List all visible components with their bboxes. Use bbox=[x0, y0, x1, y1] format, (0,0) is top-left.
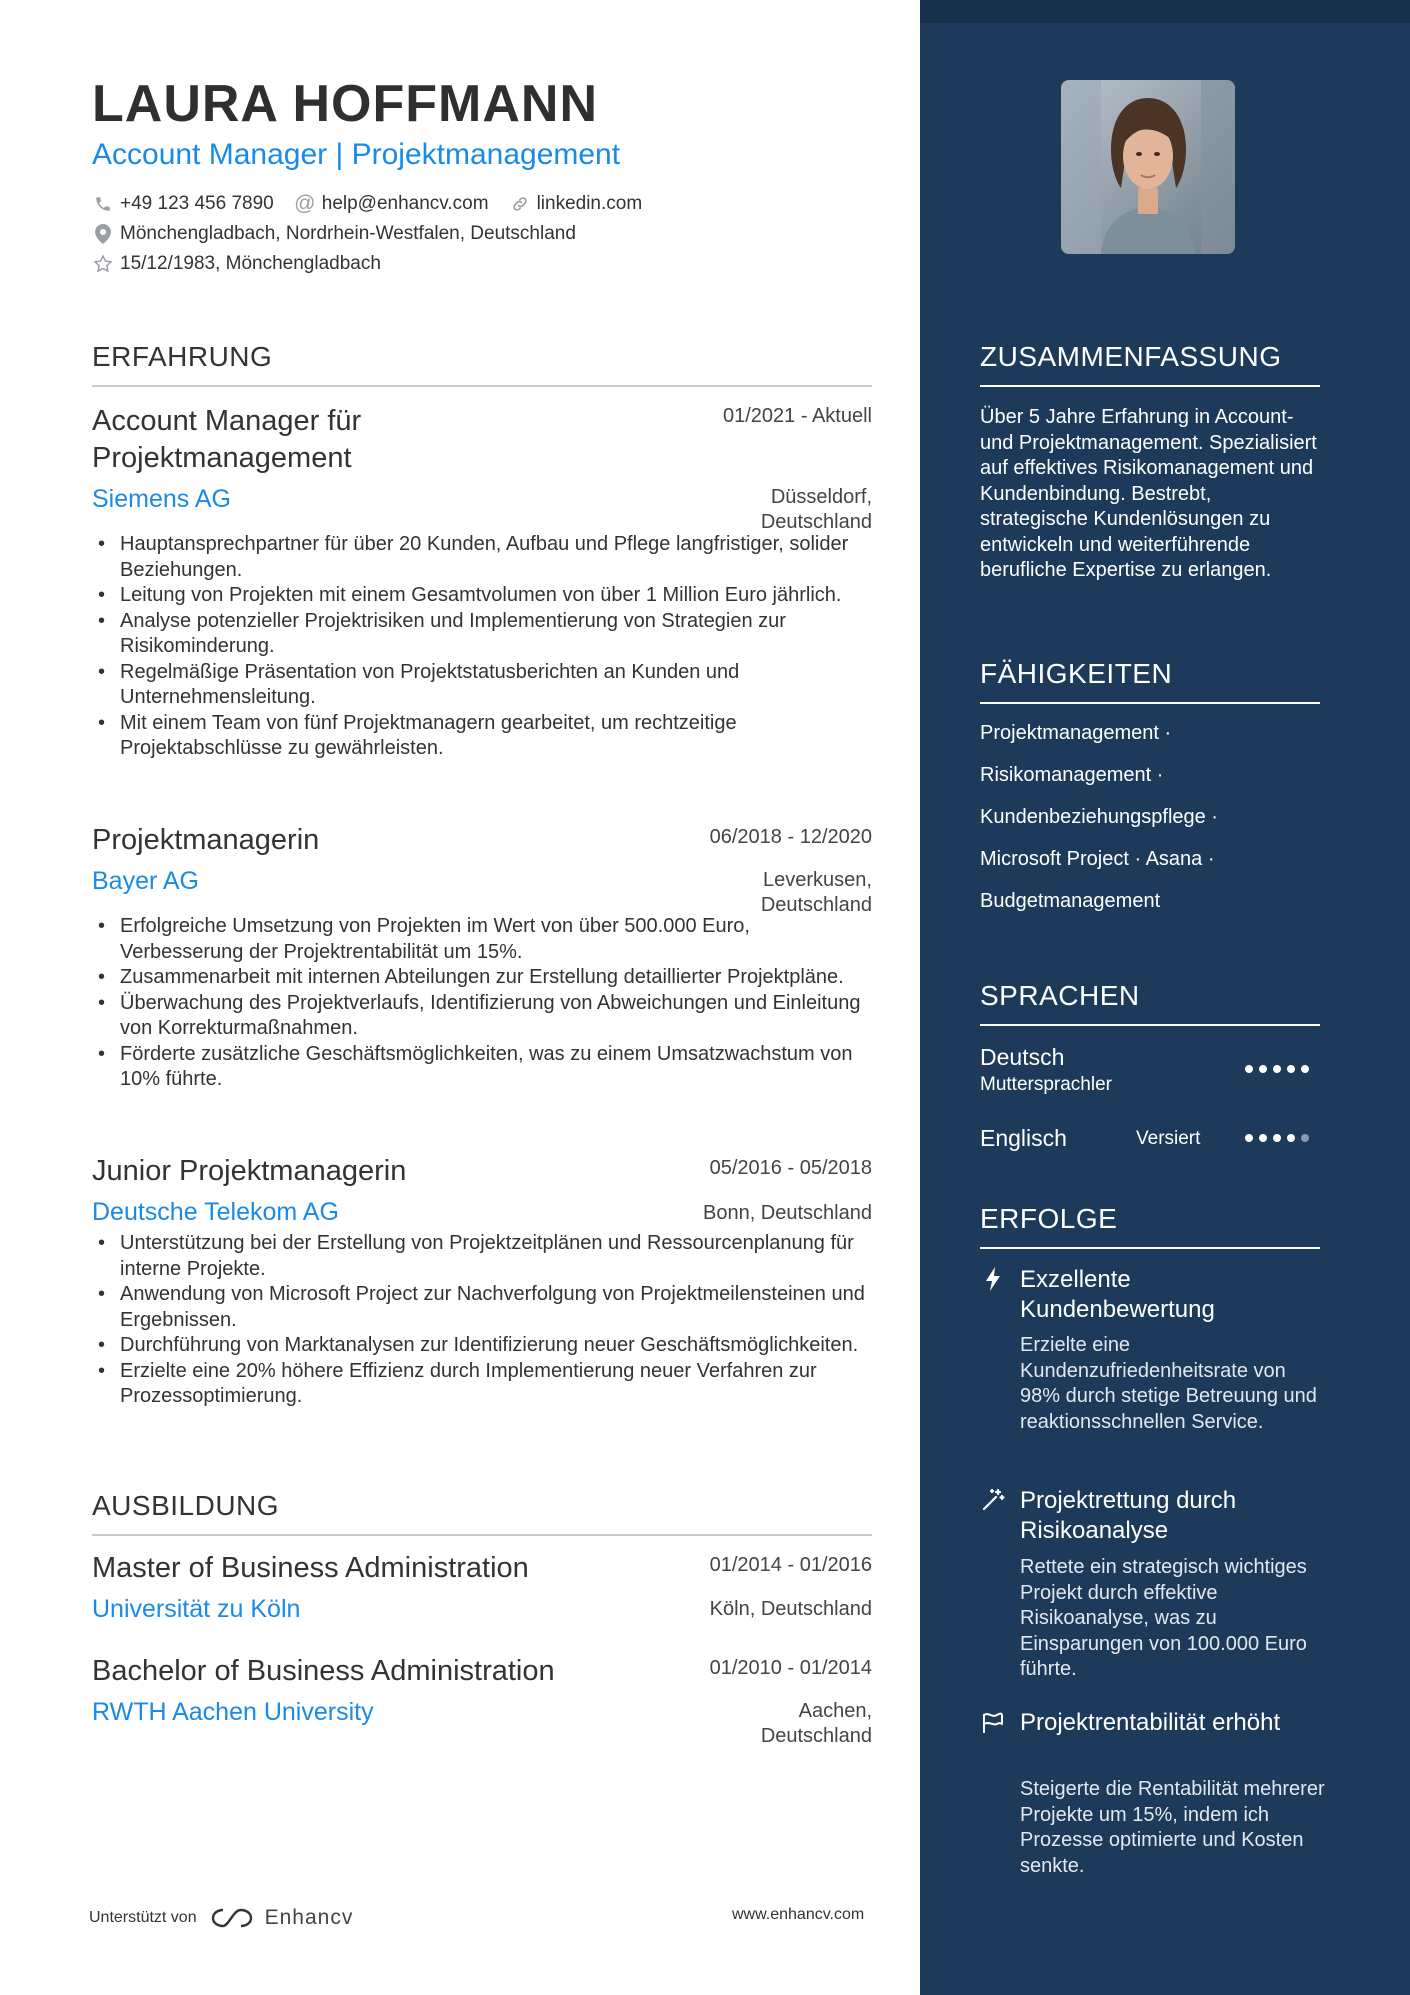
magic-wand-icon bbox=[980, 1487, 1006, 1513]
location-text: Mönchengladbach, Nordrhein-Westfalen, Deutschland bbox=[120, 223, 576, 244]
job-title: Junior Projektmanagerin bbox=[92, 1155, 407, 1187]
skills-heading: FÄHIGKEITEN bbox=[980, 658, 1320, 704]
job-entry bbox=[92, 1153, 872, 1410]
bullet: • Zusammenarbeit mit internen Abteilungen zur Erstellung detaillierter Projektpläne. bbox=[92, 965, 872, 991]
rating-dot bbox=[1245, 1065, 1253, 1073]
footer-url[interactable]: www.enhancv.com bbox=[732, 1906, 865, 1923]
brand-text: Enhancv bbox=[264, 1906, 354, 1929]
job-company[interactable]: Siemens AG bbox=[92, 485, 231, 513]
rating-dot bbox=[1273, 1065, 1281, 1073]
job-location: Bonn, Deutschland bbox=[702, 1202, 872, 1224]
job-location: Düsseldorf, Deutschland bbox=[760, 486, 872, 533]
degree: Master of Business Administration bbox=[92, 1552, 529, 1584]
bullet: • Leitung von Projekten mit einem Gesamtvolumen von über 1 Million Euro jährlich. bbox=[92, 583, 872, 609]
education-entry bbox=[92, 1550, 872, 1624]
language-level: Versiert bbox=[1136, 1128, 1201, 1149]
bullet: • Erfolgreiche Umsetzung von Projekten im Wert von über 500.000 Euro, Verbesserung der Projektrentabilität um 15%. bbox=[92, 914, 872, 965]
job-date: 05/2016 - 05/2018 bbox=[709, 1157, 872, 1179]
skill-item: Projektmanagement · bbox=[980, 722, 1172, 744]
rating-dot bbox=[1287, 1134, 1295, 1142]
phone-text: +49 123 456 7890 bbox=[120, 193, 274, 214]
school[interactable]: Universität zu Köln bbox=[92, 1595, 301, 1623]
language-name: Englisch bbox=[980, 1125, 1067, 1151]
language-name: Deutsch bbox=[980, 1044, 1065, 1070]
language-level: Muttersprachler bbox=[980, 1074, 1112, 1095]
at-icon: @ bbox=[294, 192, 316, 215]
star-icon bbox=[92, 253, 114, 275]
rating-dot bbox=[1301, 1134, 1309, 1142]
candidate-title: Account Manager | Projektmanagement bbox=[92, 138, 621, 171]
birth-text: 15/12/1983, Mönchengladbach bbox=[120, 253, 381, 274]
flag-icon bbox=[980, 1710, 1006, 1736]
contact-row-2 bbox=[92, 223, 576, 245]
summary-heading: ZUSAMMENFASSUNG bbox=[980, 341, 1320, 387]
skill-item: Kundenbeziehungspflege · bbox=[980, 806, 1218, 828]
phone[interactable] bbox=[92, 193, 274, 215]
bullet: • Unterstützung bei der Erstellung von Projektzeitplänen und Ressourcenplanung für interne Projekte. bbox=[92, 1231, 872, 1282]
education-location: Aachen, Deutschland bbox=[760, 1700, 872, 1747]
job-bullets bbox=[92, 532, 872, 762]
profile-photo bbox=[1061, 80, 1235, 254]
achievement-text: Steigerte die Rentabilität mehrerer Projekte um 15%, indem ich Prozesse optimierte und Kosten senkte. bbox=[1020, 1778, 1325, 1877]
job-title: Account Manager für Projektmanagement bbox=[92, 405, 362, 474]
bullet: • Regelmäßige Präsentation von Projektstatusberichten an Kunden und Unternehmensleitung. bbox=[92, 660, 872, 711]
achievement-title: Projektrettung durch Risikoanalyse bbox=[1020, 1487, 1237, 1544]
language-rating bbox=[1245, 1134, 1315, 1142]
job-entry bbox=[92, 822, 872, 1093]
phone-icon bbox=[92, 193, 114, 215]
bullet: • Hauptansprechpartner für über 20 Kunden, Aufbau und Pflege langfristiger, solider Beziehungen. bbox=[92, 532, 872, 583]
linkedin-text: linkedin.com bbox=[536, 193, 643, 214]
job-date: 01/2021 - Aktuell bbox=[723, 405, 872, 427]
bullet: • Anwendung von Microsoft Project zur Nachverfolgung von Projektmeilensteinen und Ergebnissen. bbox=[92, 1282, 872, 1333]
degree: Bachelor of Business Administration bbox=[92, 1655, 555, 1687]
contact-row-1 bbox=[92, 193, 662, 215]
job-location: Leverkusen, Deutschland bbox=[760, 869, 872, 916]
linkedin[interactable] bbox=[509, 193, 643, 215]
rating-dot bbox=[1273, 1134, 1281, 1142]
bullet: • Analyse potenzieller Projektrisiken und Implementierung von Strategien zur Risikominderung. bbox=[92, 609, 872, 660]
contact-row-3 bbox=[92, 253, 381, 275]
link-icon bbox=[509, 193, 531, 215]
bullet: • Mit einem Team von fünf Projektmanagern gearbeitet, um rechtzeitige Projektabschlüsse zu gewährleisten. bbox=[92, 711, 872, 762]
language-rating bbox=[1245, 1065, 1315, 1073]
languages-heading: SPRACHEN bbox=[980, 980, 1320, 1026]
job-bullets bbox=[92, 1231, 872, 1410]
education-entry bbox=[92, 1653, 872, 1747]
bullet: • Durchführung von Marktanalysen zur Identifizierung neuer Geschäftsmöglichkeiten. bbox=[92, 1333, 872, 1359]
education-date: 01/2014 - 01/2016 bbox=[709, 1554, 872, 1576]
bullet: • Erzielte eine 20% höhere Effizienz durch Implementierung neuer Verfahren zur Prozessoptimierung. bbox=[92, 1359, 872, 1410]
experience-heading: ERFAHRUNG bbox=[92, 341, 872, 387]
skill-item: Budgetmanagement bbox=[980, 890, 1161, 912]
achievement-text: Rettete ein strategisch wichtiges Projekt durch effektive Risikoanalyse, was zu Einsparungen von 100.000 Euro führte. bbox=[1020, 1556, 1307, 1680]
job-bullets bbox=[92, 914, 872, 1093]
summary-text: Über 5 Jahre Erfahrung in Account- und Projektmanagement. Spezialisiert auf effektives Risikomanagement und Kundenbindung. Bestrebt, strategische Kundenlösungen zu entwickeln und weiterführende berufliche Expertise zu erlangen. bbox=[980, 406, 1317, 581]
rating-dot bbox=[1301, 1065, 1309, 1073]
rating-dot bbox=[1259, 1065, 1267, 1073]
sidebar bbox=[920, 0, 1410, 1995]
sidebar-topbar bbox=[920, 0, 1410, 23]
rating-dot bbox=[1245, 1134, 1253, 1142]
achievement-title: Exzellente Kundenbewertung bbox=[1020, 1266, 1215, 1323]
email[interactable] bbox=[294, 193, 489, 215]
job-entry bbox=[92, 403, 872, 762]
footer-brand bbox=[89, 1906, 353, 1930]
education-location: Köln, Deutschland bbox=[709, 1598, 872, 1620]
skill-item: Microsoft Project · Asana · bbox=[980, 848, 1215, 870]
skill-item: Risikomanagement · bbox=[980, 764, 1164, 786]
email-text: help@enhancv.com bbox=[321, 193, 489, 214]
job-title: Projektmanagerin bbox=[92, 824, 320, 856]
bullet: • Förderte zusätzliche Geschäftsmöglichkeiten, was zu einem Umsatzwachstum von 10% führte. bbox=[92, 1042, 872, 1093]
achievement-text: Erzielte eine Kundenzufriedenheitsrate von 98% durch stetige Betreuung und reaktionsschnellen Service. bbox=[1020, 1334, 1317, 1433]
education-date: 01/2010 - 01/2014 bbox=[709, 1657, 872, 1679]
location-pin-icon bbox=[92, 223, 114, 245]
achievement-title: Projektrentabilität erhöht bbox=[1020, 1709, 1281, 1736]
powered-by-text: Unterstützt von bbox=[89, 1909, 197, 1926]
job-company[interactable]: Deutsche Telekom AG bbox=[92, 1198, 339, 1226]
school[interactable]: RWTH Aachen University bbox=[92, 1698, 374, 1726]
candidate-name: LAURA HOFFMANN bbox=[92, 75, 598, 133]
rating-dot bbox=[1259, 1134, 1267, 1142]
job-company[interactable]: Bayer AG bbox=[92, 867, 199, 895]
bullet: • Überwachung des Projektverlaufs, Identifizierung von Abweichungen und Einleitung von Korrekturmaßnahmen. bbox=[92, 991, 872, 1042]
enhancv-logo-icon bbox=[209, 1906, 257, 1930]
achievements-heading: ERFOLGE bbox=[980, 1203, 1320, 1249]
lightning-icon bbox=[980, 1266, 1006, 1292]
rating-dot bbox=[1287, 1065, 1295, 1073]
education-heading: AUSBILDUNG bbox=[92, 1490, 872, 1536]
job-date: 06/2018 - 12/2020 bbox=[709, 826, 872, 848]
